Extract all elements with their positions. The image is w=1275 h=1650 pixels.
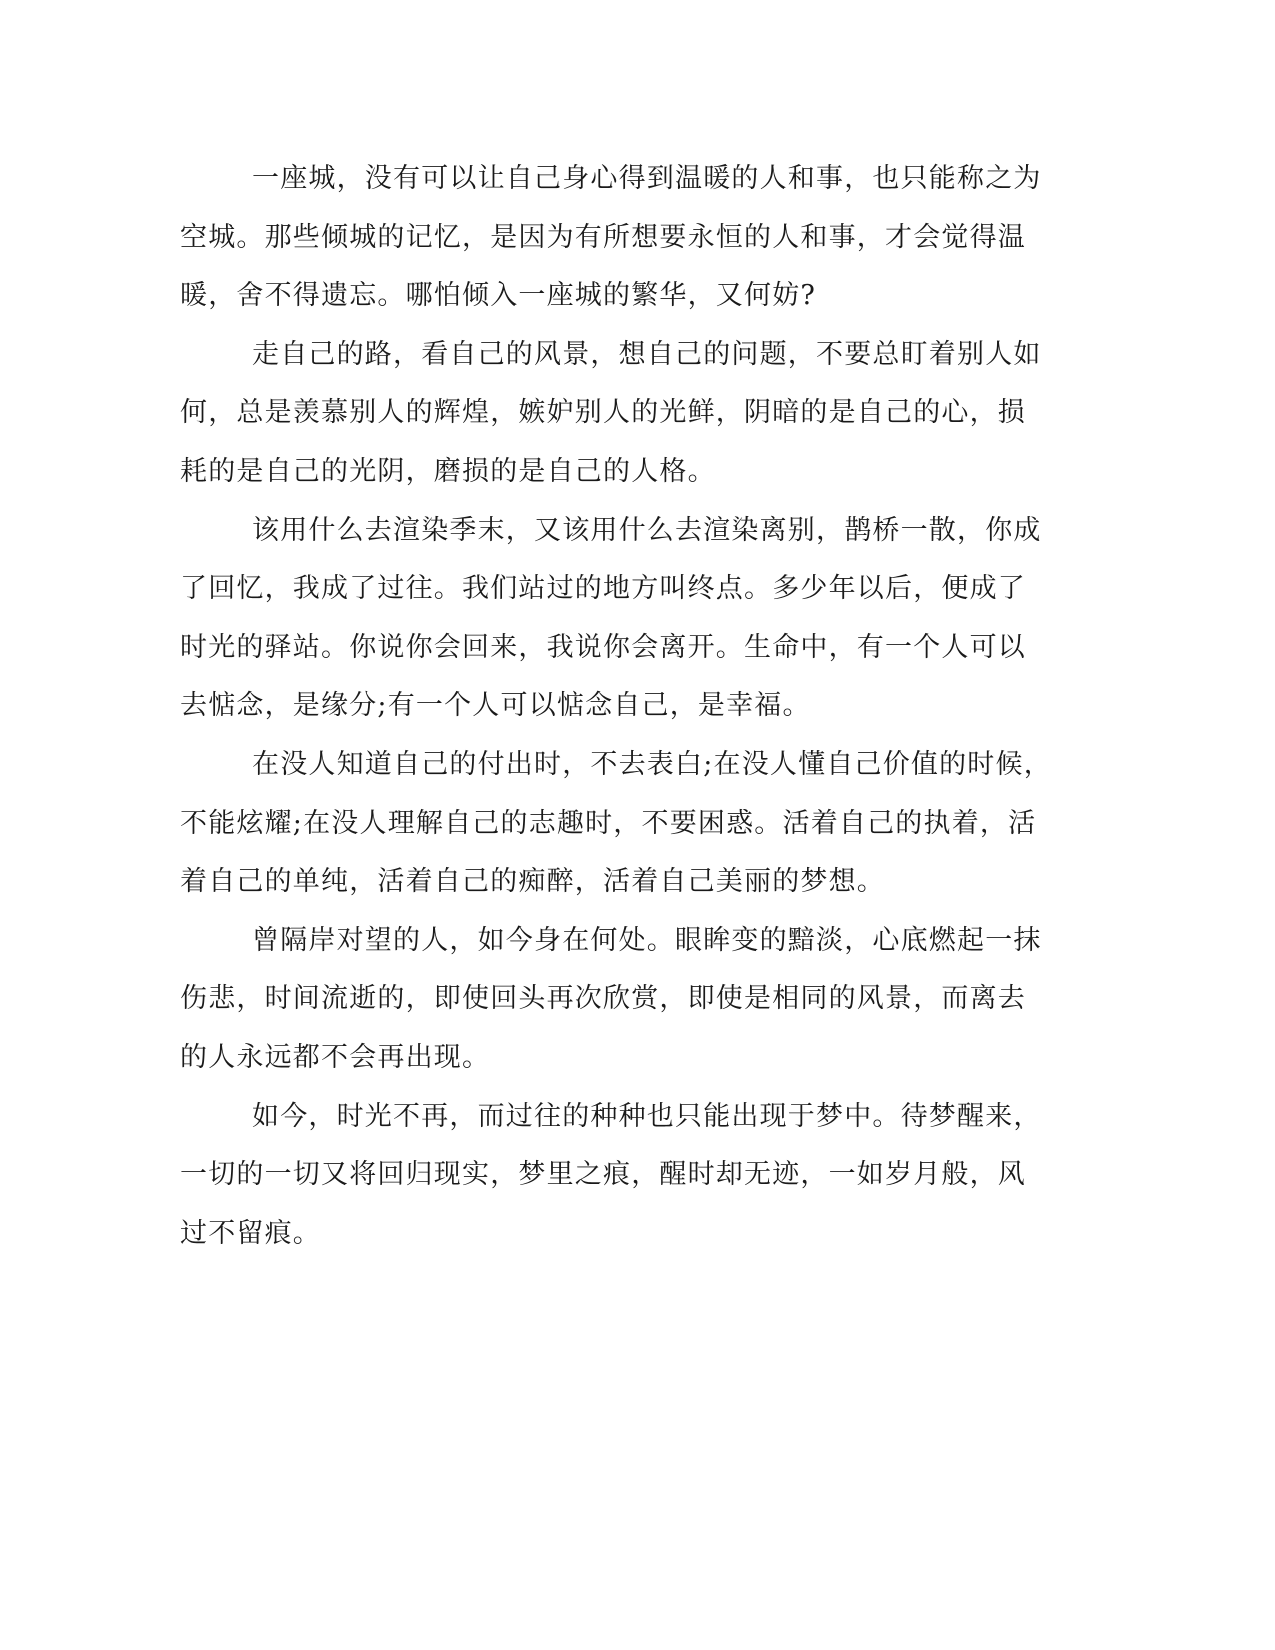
text-line: 伤悲，时间流逝的，即使回头再次欣赏，即使是相同的风景，而离去 — [180, 983, 1026, 1015]
text-line: 空城。那些倾城的记忆，是因为有所想要永恒的人和事，才会觉得温 — [180, 221, 1026, 253]
text-line: 在没人知道自己的付出时，不去表白;在没人懂自己价值的时候， — [252, 748, 1052, 780]
text-line: 着自己的单纯，活着自己的痴醉，活着自己美丽的梦想。 — [180, 866, 885, 898]
text-line: 不能炫耀;在没人理解自己的志趣时，不要困惑。活着自己的执着，活 — [180, 807, 1037, 839]
text-line: 耗的是自己的光阴，磨损的是自己的人格。 — [180, 455, 716, 487]
text-line: 过不留痕。 — [180, 1217, 321, 1249]
text-line: 一座城，没有可以让自己身心得到温暖的人和事，也只能称之为 — [252, 163, 1042, 194]
paragraph-5 — [180, 912, 1042, 1088]
paragraph-4 — [180, 736, 1052, 912]
text-line: 一切的一切又将回归现实，梦里之痕，醒时却无迹，一如岁月般，风 — [180, 1159, 1026, 1191]
paragraph-1 — [180, 150, 1042, 326]
text-line: 暖，舍不得遗忘。哪怕倾入一座城的繁华，又何妨? — [180, 280, 817, 312]
text-line: 曾隔岸对望的人，如今身在何处。眼眸变的黯淡，心底燃起一抹 — [252, 924, 1042, 956]
text-line: 走自己的路，看自己的风景，想自己的问题，不要总盯着别人如 — [252, 338, 1042, 370]
paragraph-6 — [180, 1088, 1042, 1264]
paragraph-3 — [180, 502, 1042, 736]
text-line: 该用什么去渲染季末，又该用什么去渲染离别，鹊桥一散，你成 — [252, 514, 1042, 546]
text-line: 时光的驿站。你说你会回来，我说你会离开。生命中，有一个人可以 — [180, 631, 1026, 663]
paragraph-2 — [180, 326, 1042, 502]
text-line: 了回忆，我成了过往。我们站过的地方叫终点。多少年以后，便成了 — [180, 573, 1026, 605]
text-line: 的人永远都不会再出现。 — [180, 1041, 491, 1073]
text-line: 如今，时光不再，而过往的种种也只能出现于梦中。待梦醒来， — [252, 1100, 1042, 1132]
text-line: 去惦念，是缘分;有一个人可以惦念自己，是幸福。 — [180, 690, 811, 722]
document-page — [180, 150, 1052, 1263]
text-line: 何，总是羡慕别人的辉煌，嫉妒别人的光鲜，阴暗的是自己的心，损 — [180, 397, 1026, 429]
